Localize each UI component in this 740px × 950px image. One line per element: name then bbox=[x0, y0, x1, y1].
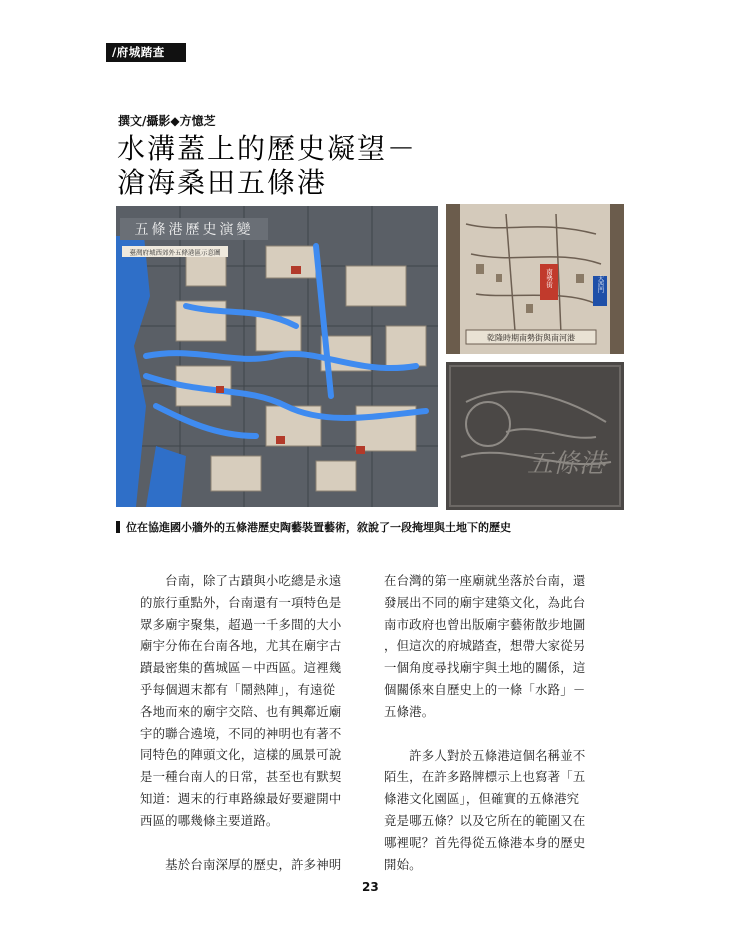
caption-text: 位在協進國小牆外的五條港歷史陶藝裝置藝術，敘說了一段掩埋與土地下的歷史 bbox=[126, 521, 511, 534]
body-line: 眾多廟宇聚集，超過一千多間的大小 bbox=[140, 616, 342, 632]
body-line: 在台灣的第一座廟就坐落於台南，還 bbox=[384, 573, 586, 588]
body-line: 陌生，在許多路牌標示上也寫著「五 bbox=[384, 769, 586, 785]
body-line: 知道：週末的行車路線最好要避開中 bbox=[140, 790, 342, 806]
street-map-sign: 南勢街 bbox=[545, 268, 553, 288]
paragraph-gap bbox=[140, 832, 365, 854]
body-line: 西區的哪幾條主要道路。 bbox=[140, 812, 279, 828]
page-number: 23 bbox=[362, 880, 379, 894]
paragraph-gap bbox=[384, 723, 609, 745]
photo-caption bbox=[116, 519, 511, 535]
caption-marker bbox=[116, 521, 120, 533]
body-line: 哪裡呢？首先得從五條港本身的歷史 bbox=[384, 834, 586, 850]
body-line: 乎每個週末都有「鬧熱陣」，有遠從 bbox=[140, 681, 336, 697]
plaque-engraved-text: 五條港 bbox=[526, 449, 606, 479]
map-mural-title: 五條港歷史演變 bbox=[134, 222, 254, 238]
body-line: 個關係來自歷史上的一條「水路」－ bbox=[384, 681, 586, 697]
section-tag: /府城踏查 bbox=[106, 43, 186, 62]
body-line: 開始。 bbox=[384, 856, 422, 872]
left-column bbox=[140, 570, 365, 875]
body-line: ，但這次的府城踏查，想帶大家從另 bbox=[384, 638, 586, 654]
title-line-1: 水溝蓋上的歷史凝望－ bbox=[117, 132, 418, 165]
body-line: 條港文化園區」，但確實的五條港究 bbox=[384, 791, 580, 807]
title-line-2: 滄海桑田五條港 bbox=[117, 166, 328, 199]
body-line: 蹟最密集的舊城區－中西區。這裡幾 bbox=[140, 660, 342, 676]
street-map-sign-2: 大西門 bbox=[596, 275, 604, 293]
right-column bbox=[384, 570, 609, 875]
map-mural-label: 臺灣府城西郊外五條港區示意圖 bbox=[129, 248, 221, 257]
body-line: 同特色的陣頭文化，這樣的風景可說 bbox=[140, 747, 342, 763]
body-line: 許多人對於五條港這個名稱並不 bbox=[384, 747, 586, 763]
body-line: 竟是哪五條？以及它所在的範圍又在 bbox=[384, 812, 586, 828]
body-line: 廟宇分佈在台南各地，尤其在廟宇古 bbox=[140, 638, 342, 654]
byline: 撰文/攝影◆方憶芝 bbox=[118, 114, 216, 128]
body-line: 的旅行重點外，台南還有一項特色是 bbox=[140, 594, 342, 610]
body-line: 五條港。 bbox=[384, 703, 435, 719]
street-map-label: 乾隆時期南勢街與南河港 bbox=[487, 333, 575, 343]
map-mural-photo bbox=[116, 206, 438, 507]
article-title bbox=[117, 132, 417, 200]
body-line: 各地而來的廟宇交陪、也有興鄰近廟 bbox=[140, 703, 342, 719]
body-line: 基於台南深厚的歷史，許多神明 bbox=[140, 856, 342, 872]
body-line: 一個角度尋找廟宇與土地的關係，這 bbox=[384, 660, 586, 676]
body-line: 台南，除了古蹟與小吃總是永遠 bbox=[140, 573, 342, 588]
body-line: 宇的聯合遶境，不同的神明也有著不 bbox=[140, 725, 342, 741]
engraved-plaque-photo bbox=[446, 362, 624, 510]
body-line: 是一種台南人的日常，甚至也有默契 bbox=[140, 769, 342, 785]
body-line: 發展出不同的廟宇建築文化，為此台 bbox=[384, 594, 586, 610]
body-line: 南市政府也曾出版廟宇藝術散步地圖 bbox=[384, 616, 586, 632]
street-map-photo bbox=[446, 204, 624, 354]
